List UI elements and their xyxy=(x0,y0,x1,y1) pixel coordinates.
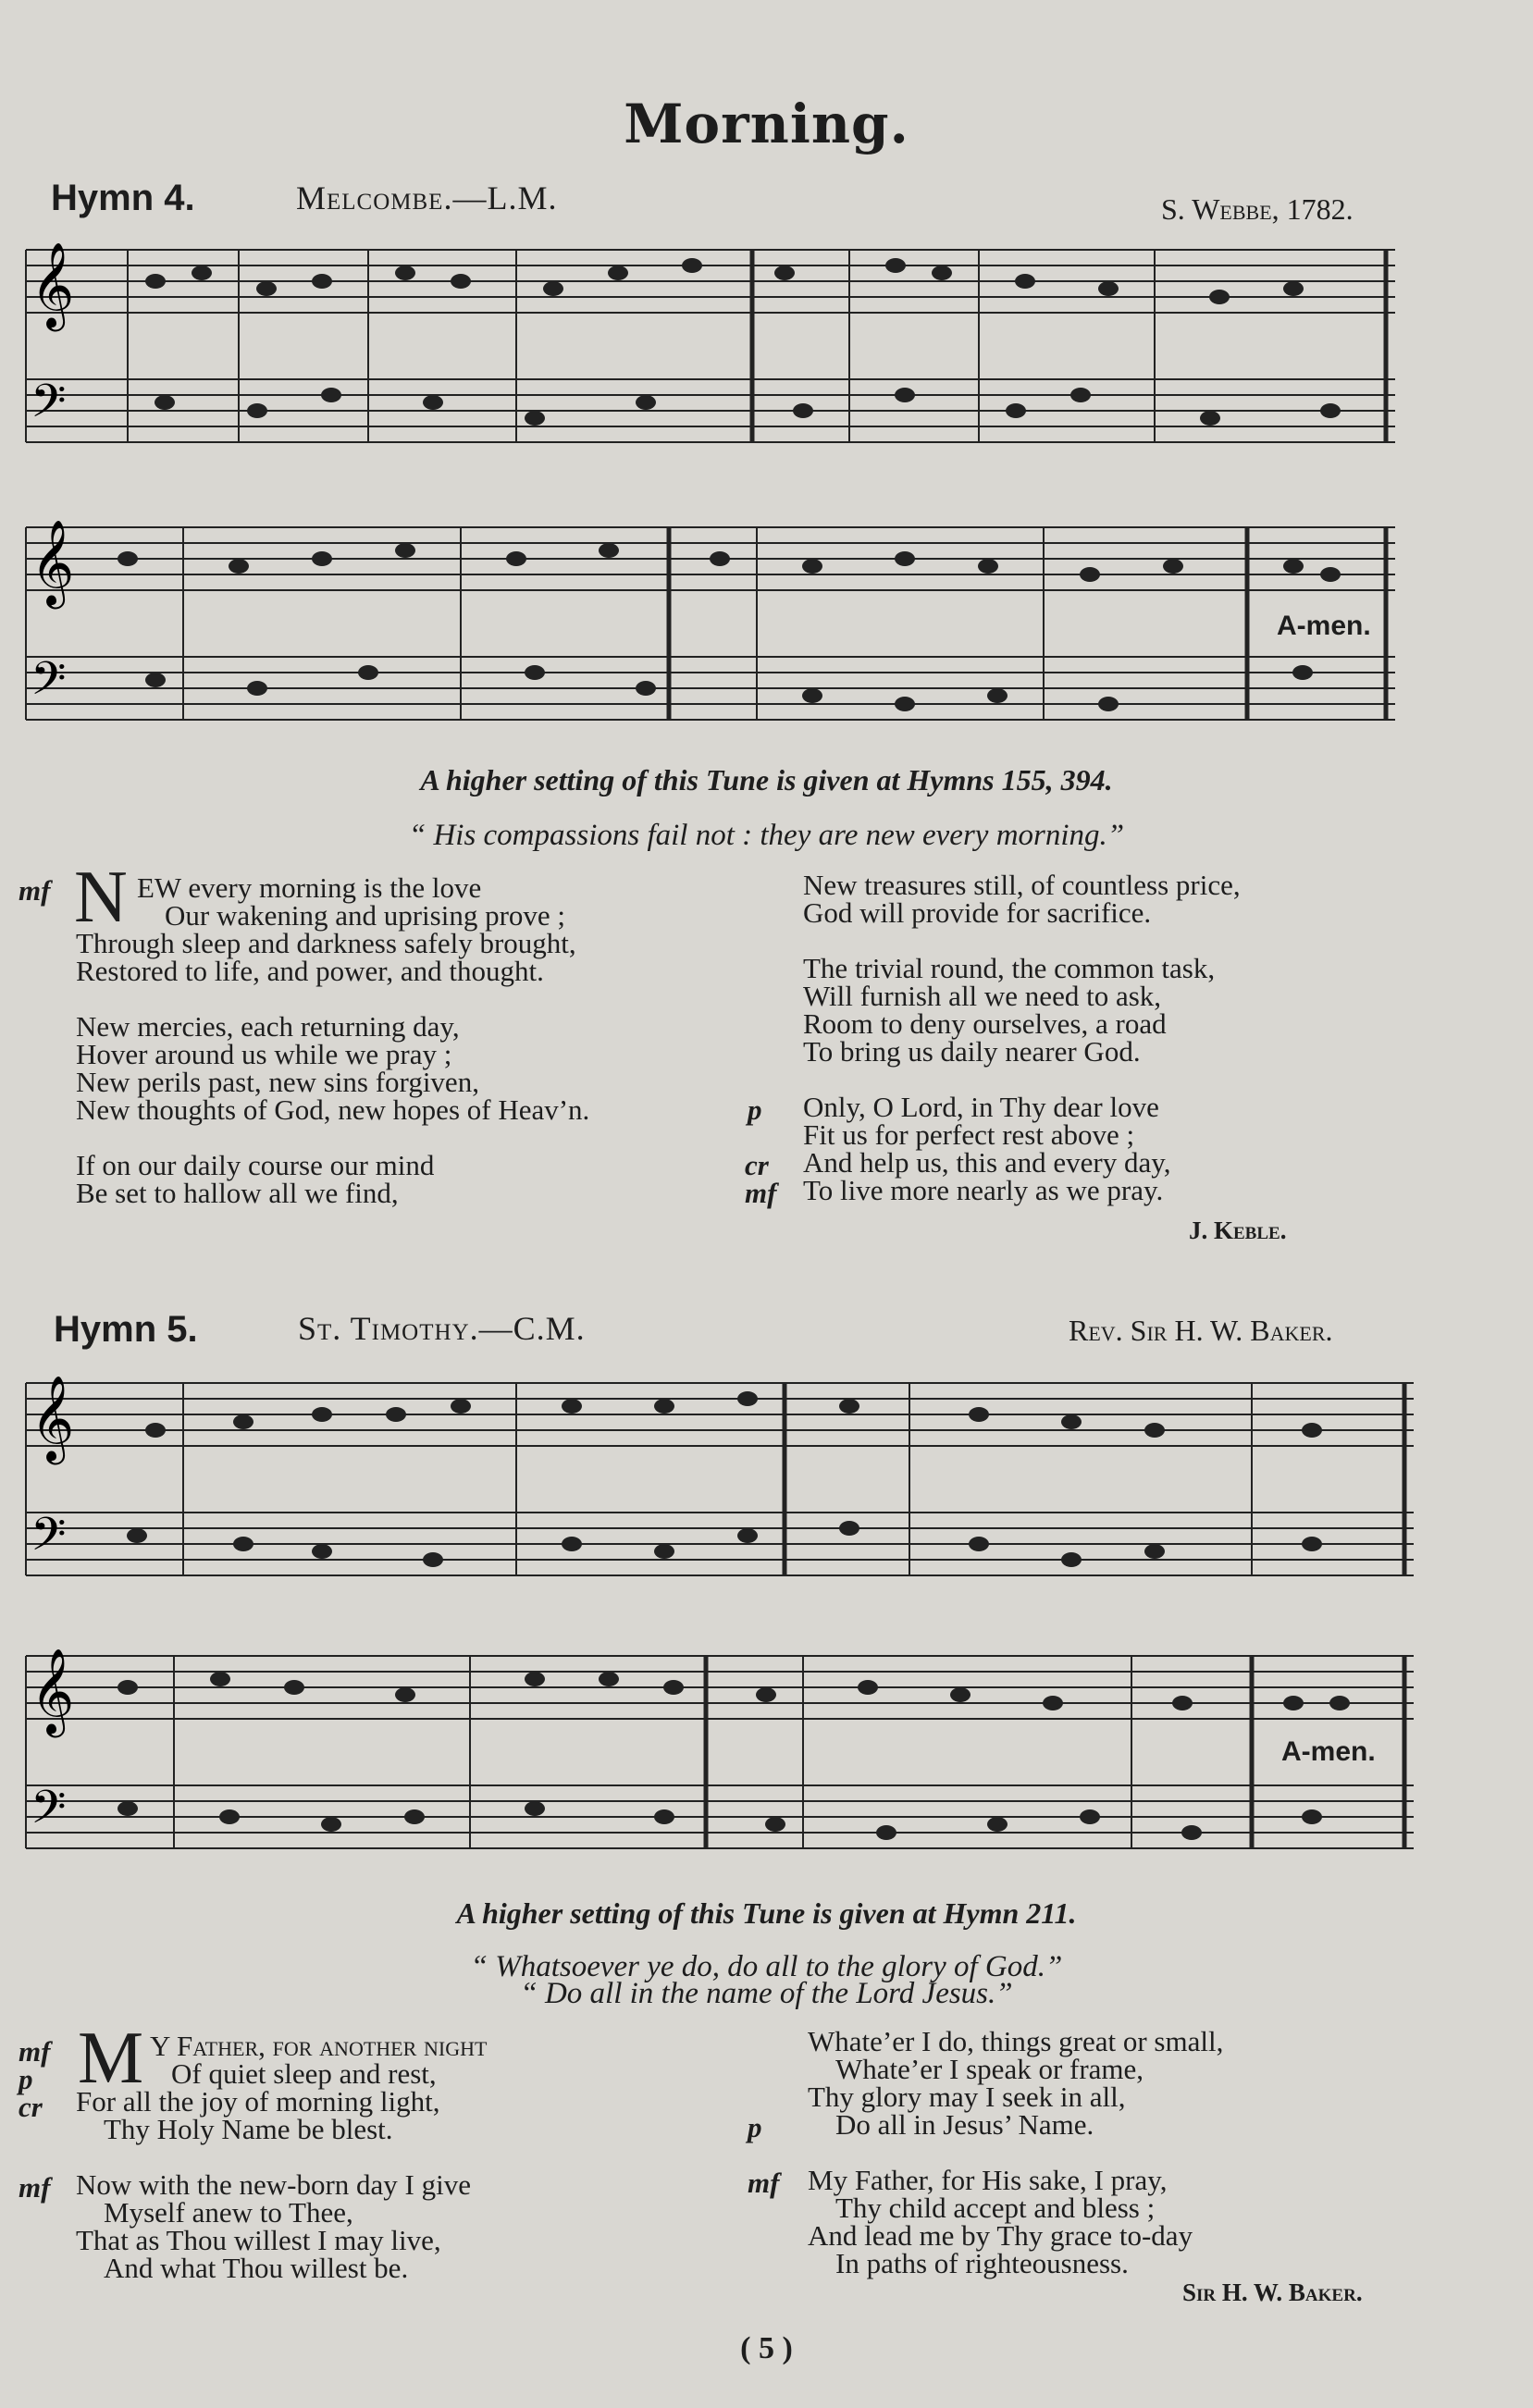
hymn-5-author: Sir H. W. Baker. xyxy=(1182,2278,1363,2306)
verse-line: Do all in Jesus’ Name. xyxy=(835,2108,1094,2141)
verse-line: And what Thou willest be. xyxy=(104,2252,409,2284)
hymn-4-number: Hymn 4. xyxy=(51,178,195,218)
dynamic-cr: cr xyxy=(745,1149,769,1181)
verse-line: In paths of righteousness. xyxy=(835,2247,1129,2279)
hymn-5-tune: St. Timothy.—C.M. xyxy=(298,1310,586,1347)
verse-line: Be set to hallow all we find, xyxy=(76,1177,399,1209)
verse-line: For all the joy of morning light, xyxy=(76,2085,440,2118)
hymn-5-score-system-2 xyxy=(17,1633,1423,1873)
verse-line: My Father, for His sake, I pray, xyxy=(808,2164,1168,2196)
verse-line: Through sleep and darkness safely brought, xyxy=(76,927,576,959)
verse-line: If on our daily course our mind xyxy=(76,1149,435,1181)
hymn-4-composer: S. Webbe, 1782. xyxy=(1161,192,1354,226)
verse-line: Restored to life, and power, and thought. xyxy=(76,955,544,987)
verse-line: Will furnish all we need to ask, xyxy=(803,980,1162,1012)
hymn-4-motto: “ His compassions fail not : they are new every morning.” xyxy=(408,819,1125,852)
verse-line: New perils past, new sins forgiven, xyxy=(76,1066,479,1098)
hymn-4-score-system-1 xyxy=(17,227,1404,467)
hymn-5-composer: Rev. Sir H. W. Baker. xyxy=(1069,1314,1333,1347)
page-number: ( 5 ) xyxy=(740,2331,793,2365)
hymn-5-motto-2: “ Do all in the name of the Lord Jesus.” xyxy=(520,1977,1013,2010)
dynamic-cr: cr xyxy=(19,2091,43,2123)
verse-line: Only, O Lord, in Thy dear love xyxy=(803,1091,1159,1123)
dynamic-mf: mf xyxy=(19,2171,51,2204)
hymn-5-motto-1: “ Whatsoever ye do, do all to the glory of God.” xyxy=(470,1950,1063,1983)
verse-line: And lead me by Thy grace to-day xyxy=(808,2219,1193,2252)
verse-line: That as Thou willest I may live, xyxy=(76,2224,441,2256)
verse-line: To bring us daily nearer God. xyxy=(803,1035,1141,1068)
running-head: Morning. xyxy=(624,93,909,155)
verse-line: The trivial round, the common task, xyxy=(803,952,1216,984)
hymn-5-score-system-1 xyxy=(17,1360,1423,1600)
drop-cap: M xyxy=(78,2018,144,2099)
dynamic-p: p xyxy=(748,1093,762,1126)
bass-clef-icon: 𝄢 xyxy=(31,1781,67,1846)
verse-line: Fit us for perfect rest above ; xyxy=(803,1118,1135,1151)
hymn-4-tune: Melcombe.—L.M. xyxy=(296,179,558,216)
verse-line: New treasures still, of countless price, xyxy=(803,869,1241,901)
dynamic-p: p xyxy=(748,2111,762,2143)
hymn-5-amen: A-men. xyxy=(1281,1736,1376,1767)
bass-clef-icon: 𝄢 xyxy=(31,375,67,439)
bass-clef-icon: 𝄢 xyxy=(31,652,67,717)
hymn-4-amen: A-men. xyxy=(1277,611,1371,641)
verse-line: Y Father, for another night xyxy=(150,2030,488,2062)
drop-cap: N xyxy=(74,857,128,938)
verse-line: Our wakening and uprising prove ; xyxy=(165,899,566,932)
verse-line: Whate’er I do, things great or small, xyxy=(808,2025,1224,2057)
bass-clef-icon: 𝄢 xyxy=(31,1508,67,1573)
treble-clef-icon: 𝄞 xyxy=(31,1648,75,1734)
verse-line: Thy child accept and bless ; xyxy=(835,2192,1156,2224)
hymn-5-caption: A higher setting of this Tune is given at Hymn 211. xyxy=(456,1896,1077,1930)
hymn-4-score-system-2 xyxy=(17,504,1404,745)
hymn-5-number: Hymn 5. xyxy=(54,1309,198,1350)
verse-line: To live more nearly as we pray. xyxy=(803,1174,1164,1206)
verse-line: And help us, this and every day, xyxy=(803,1146,1171,1179)
verse-line: Hover around us while we pray ; xyxy=(76,1038,452,1070)
verse-line: Now with the new-born day I give xyxy=(76,2168,472,2201)
dynamic-mf: mf xyxy=(19,874,51,907)
verse-line: New thoughts of God, new hopes of Heav’n. xyxy=(76,1093,590,1126)
dynamic-mf: mf xyxy=(19,2035,51,2068)
treble-clef-icon: 𝄞 xyxy=(31,241,75,327)
dynamic-mf: mf xyxy=(748,2167,780,2199)
verse-line: God will provide for sacrifice. xyxy=(803,896,1152,929)
hymn-4-caption: A higher setting of this Tune is given at Hymns 155, 394. xyxy=(420,763,1113,796)
verse-line: Room to deny ourselves, a road xyxy=(803,1007,1167,1040)
verse-line: Thy glory may I seek in all, xyxy=(808,2081,1126,2113)
verse-line: Whate’er I speak or frame, xyxy=(835,2053,1144,2085)
verse-line: Thy Holy Name be blest. xyxy=(104,2113,393,2145)
verse-line: Myself anew to Thee, xyxy=(104,2196,353,2229)
dynamic-mf: mf xyxy=(745,1177,777,1209)
dynamic-p: p xyxy=(19,2063,33,2095)
treble-clef-icon: 𝄞 xyxy=(31,519,75,605)
verse-line: EW every morning is the love xyxy=(137,871,482,904)
treble-clef-icon: 𝄞 xyxy=(31,1375,75,1461)
verse-line: New mercies, each returning day, xyxy=(76,1010,460,1043)
hymn-4-author: J. Keble. xyxy=(1189,1216,1287,1244)
verse-line: Of quiet sleep and rest, xyxy=(171,2057,437,2090)
